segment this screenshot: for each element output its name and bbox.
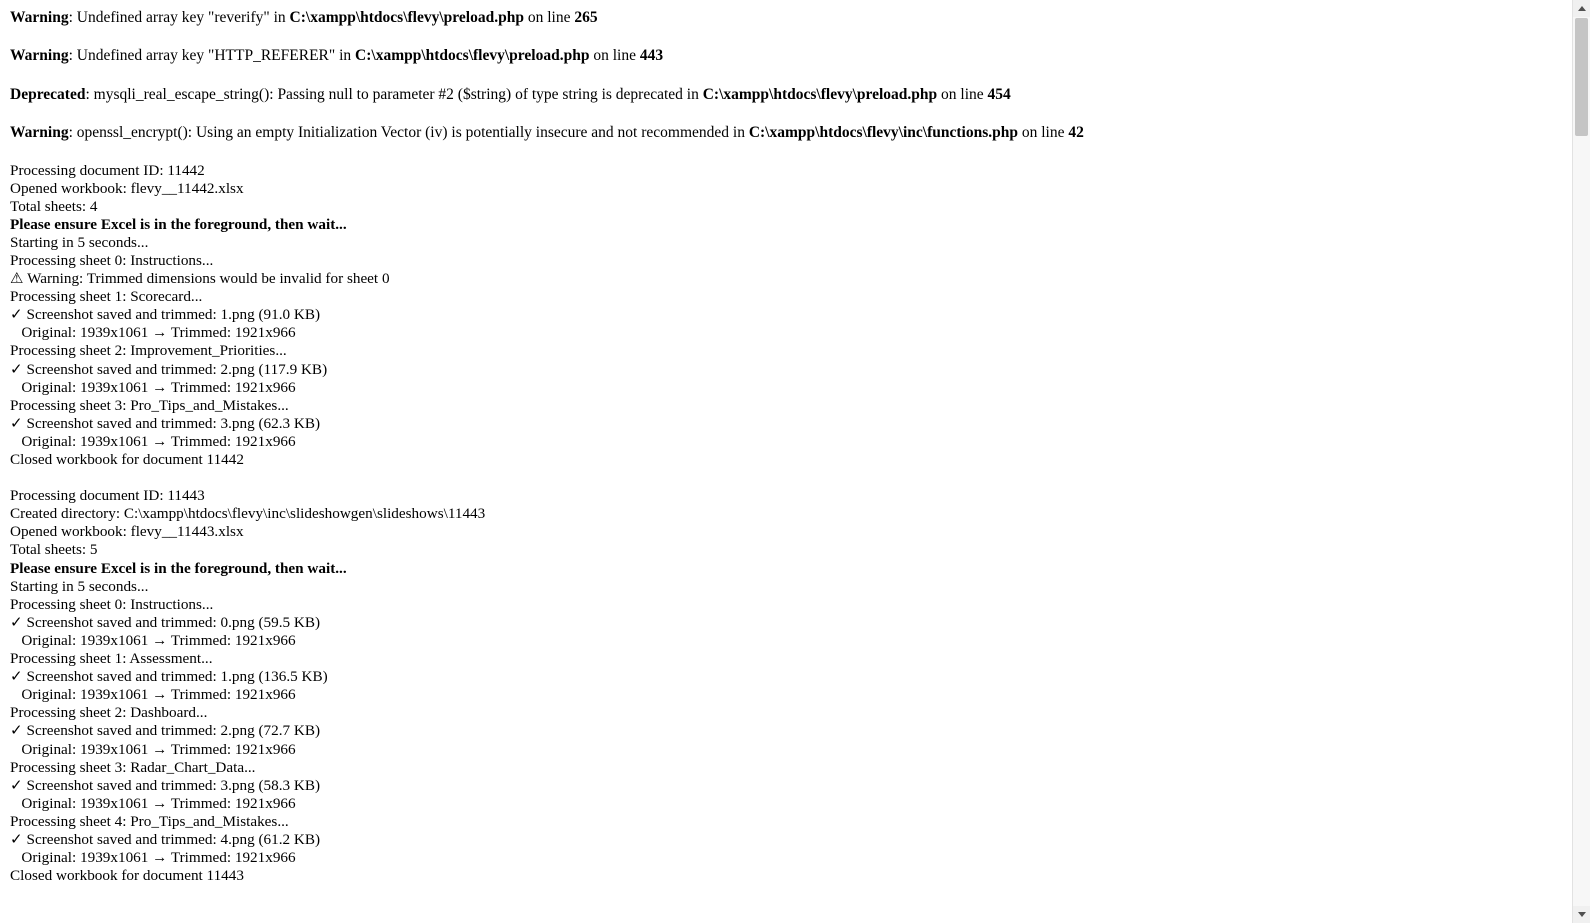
log-line: ✓ Screenshot saved and trimmed: 4.png (61.2 KB)	[10, 830, 321, 848]
log-line: ✓ Screenshot saved and trimmed: 0.png (59.5 KB)	[10, 613, 321, 631]
log-line: Processing sheet 3: Radar_Chart_Data...	[10, 758, 256, 776]
log-line: ✓ Screenshot saved and trimmed: 1.png (91.0 KB)	[10, 306, 321, 324]
log-line: Original: 1939x1061 → Trimmed: 1921x966	[10, 686, 296, 704]
scrollbar-thumb[interactable]	[1575, 18, 1588, 136]
emphasis-text: 443	[639, 47, 664, 65]
log-line: Created directory: C:\xampp\htdocs\flevy\inc\slideshowgen\slideshows\11443	[10, 505, 486, 523]
message-text: : openssl_encrypt(): Using an empty Initialization Vector (iv) is potentially insecure and not recommended in	[68, 124, 749, 142]
warning-http-referer	[10, 46, 1562, 65]
vertical-scrollbar[interactable]	[1572, 0, 1590, 923]
php-message-list	[10, 8, 1562, 143]
warning-openssl	[10, 123, 1562, 142]
log-line: Original: 1939x1061 → Trimmed: 1921x966	[10, 740, 296, 758]
deprecated-mysqli	[10, 85, 1562, 104]
log-line: Original: 1939x1061 → Trimmed: 1921x966	[10, 631, 296, 649]
log-line: Original: 1939x1061 → Trimmed: 1921x966	[10, 794, 296, 812]
message-text: : Undefined array key "reverify" in	[68, 9, 290, 26]
log-line: ✓ Screenshot saved and trimmed: 2.png (72.7 KB)	[10, 722, 321, 740]
emphasis-text: Warning	[10, 124, 69, 142]
message-text: on line	[523, 9, 575, 26]
emphasis-text: C:\xampp\htdocs\flevy\inc\functions.php	[748, 124, 1018, 142]
scrollbar-track[interactable]	[1573, 17, 1590, 906]
log-line: Processing sheet 1: Scorecard...	[10, 288, 203, 306]
message-text: on line	[937, 85, 988, 103]
message-text: on line	[1017, 124, 1069, 142]
script-output-log	[10, 162, 1562, 886]
log-line: Processing document ID: 11443	[10, 487, 205, 505]
log-line: Original: 1939x1061 → Trimmed: 1921x966	[10, 849, 296, 867]
scroll-down-arrow-icon[interactable]	[1573, 906, 1590, 923]
log-line: Starting in 5 seconds...	[10, 233, 149, 251]
log-line: ✓ Screenshot saved and trimmed: 3.png (62.3 KB)	[10, 414, 321, 432]
warning-reverify	[10, 8, 1562, 27]
emphasis-text: C:\xampp\htdocs\flevy\preload.php	[702, 85, 938, 103]
emphasis-text: C:\xampp\htdocs\flevy\preload.php	[355, 47, 590, 65]
log-line: ✓ Screenshot saved and trimmed: 2.png (117.9 KB)	[10, 360, 328, 378]
log-line: Processing sheet 4: Pro_Tips_and_Mistakes...	[10, 812, 289, 830]
log-line: Closed workbook for document 11442	[10, 451, 244, 468]
log-line: Starting in 5 seconds...	[10, 577, 149, 595]
log-blank-line	[10, 469, 1562, 487]
log-line: Processing sheet 0: Instructions...	[10, 595, 214, 613]
emphasis-text: 454	[987, 85, 1011, 103]
log-line: Original: 1939x1061 → Trimmed: 1921x966	[10, 432, 296, 450]
log-line: Total sheets: 5	[10, 541, 98, 559]
log-line: Opened workbook: flevy__11442.xlsx	[10, 179, 244, 197]
log-line: ✓ Screenshot saved and trimmed: 1.png (136.5 KB)	[10, 668, 328, 686]
log-line: Original: 1939x1061 → Trimmed: 1921x966	[10, 378, 296, 396]
emphasis-text: Warning	[10, 9, 69, 26]
emphasis-text: 265	[574, 9, 598, 26]
log-line: Please ensure Excel is in the foreground, then wait...	[10, 559, 347, 577]
message-text: : Undefined array key "HTTP_REFERER" in	[68, 47, 356, 65]
log-line: Processing document ID: 11442	[10, 161, 205, 179]
log-line: Processing sheet 3: Pro_Tips_and_Mistakes...	[10, 396, 289, 414]
emphasis-text: 42	[1068, 124, 1084, 142]
log-line: ⚠ Warning: Trimmed dimensions would be invalid for sheet 0	[10, 270, 390, 288]
scroll-up-arrow-icon[interactable]	[1573, 0, 1590, 17]
log-line: Opened workbook: flevy__11443.xlsx	[10, 523, 244, 541]
log-line: Processing sheet 2: Improvement_Priorities...	[10, 342, 287, 360]
emphasis-text: C:\xampp\htdocs\flevy\preload.php	[289, 9, 524, 26]
log-line: Please ensure Excel is in the foreground, then wait...	[10, 215, 347, 233]
log-line: ✓ Screenshot saved and trimmed: 3.png (58.3 KB)	[10, 776, 321, 794]
log-line: Original: 1939x1061 → Trimmed: 1921x966	[10, 324, 296, 342]
log-line: Total sheets: 4	[10, 197, 98, 215]
message-text: on line	[589, 47, 640, 65]
emphasis-text: Deprecated	[10, 85, 86, 103]
log-line: Processing sheet 0: Instructions...	[10, 251, 214, 269]
log-line: Processing sheet 2: Dashboard...	[10, 704, 208, 722]
log-line: Processing sheet 1: Assessment...	[10, 650, 213, 668]
message-text: : mysqli_real_escape_string(): Passing null to parameter #2 ($string) of type string is deprecated in	[85, 85, 703, 103]
log-line: Closed workbook for document 11443	[10, 867, 244, 885]
emphasis-text: Warning	[10, 47, 69, 65]
